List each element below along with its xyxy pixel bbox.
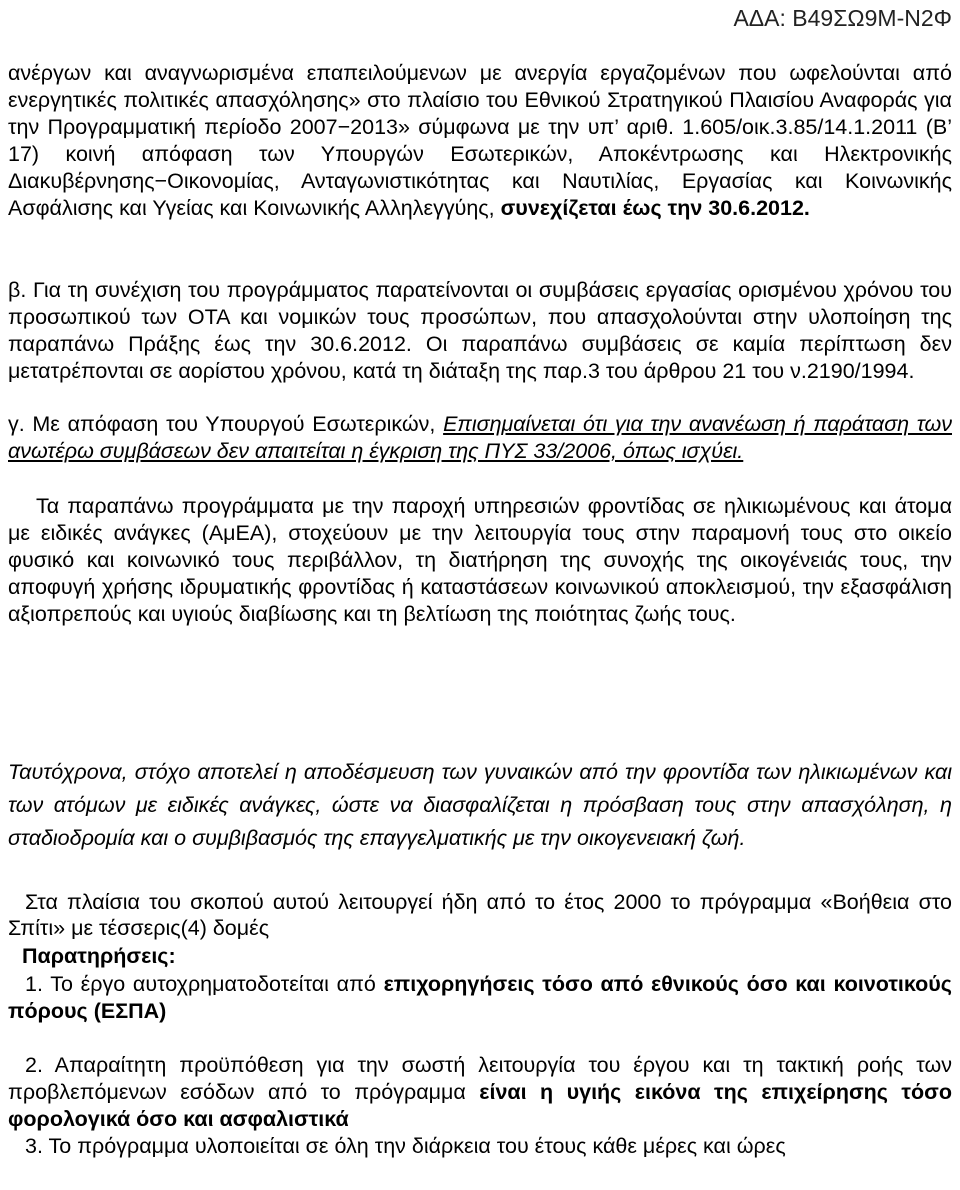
note-item-text: 2. Απαραίτητη προϋπόθεση για την σωστή λειτουργία του έργου και τη τακτική ροής των προβλεπόμενων εσόδων από το πρόγραμμα [8,1053,952,1104]
notes-title: Παρατηρήσεις: [22,944,176,968]
note-item-2 [8,1052,952,1133]
paragraph-continuation [8,60,952,222]
note-item-3: 3. Το πρόγραμμα υλοποιείται σε όλη την διάρκεια του έτους κάθε μέρες και ώρες [25,1134,786,1158]
paragraph-gamma-lead: γ. Με απόφαση του Υπουργού Εσωτερικών, [8,412,444,436]
note-item-1 [8,971,952,1025]
paragraph-care-programs: Τα παραπάνω προγράμματα με την παροχή υπηρεσιών φροντίδας σε ηλικιωμένους και άτομα με ειδικές ανάγκες (ΑμΕΑ), στοχεύουν με την λειτουργία τους στην παραμονή τους στο οικείο φυσικό και κοινωνικό τους περιβάλλον, τη διατήρηση της συνοχής της οικογένειάς τους, την αποφυγή χρήσης ιδρυματικής φροντίδας ή καταστάσεων κοινωνικού αποκλεισμού, την εξασφάλιση αξιοπρεπούς και υγιούς διαβίωσης και τη βελτίωση της ποιότητας ζωής τους. [8,494,952,626]
note-item-bold-text: είναι η υγιής εικόνα της επιχείρησης τόσο φορολογικά όσο και ασφαλιστικά [8,1080,952,1131]
document-code-header: ΑΔΑ: Β49ΣΩ9Μ-Ν2Φ [733,5,952,31]
note-item-text: 1. Το έργο αυτοχρηματοδοτείται από [25,972,384,996]
paragraph-program: Στα πλαίσια του σκοπού αυτού λειτουργεί ήδη από το έτος 2000 το πρόγραμμα «Βοήθεια στο Σπίτι» με τέσσερις(4) δομές [8,890,952,940]
paragraph-italic-goal: Ταυτόχρονα, στόχο αποτελεί η αποδέσμευση των γυναικών από την φροντίδα των ηλικιωμένων και των ατόμων με ειδικές ανάγκες, ώστε να διασφαλίζεται η πρόσβαση τους στην απασχόληση, η σταδιοδρομία και ο συμβιβασμός της επαγγελματικής με την οικογενειακή ζωή. [8,760,952,850]
paragraph-bold-text: συνεχίζεται έως την 30.6.2012. [500,196,810,220]
paragraph-gamma-note: Επισημαίνεται ότι για την ανανέωση ή παράταση των ανωτέρω συμβάσεων δεν απαιτείται η έγκριση της ΠΥΣ 33/2006, όπως ισχύει. [8,412,952,463]
paragraph-beta: β. Για τη συνέχιση του προγράμματος παρατείνονται οι συμβάσεις εργασίας ορισμένου χρόνου του προσωπικού των ΟΤΑ και νομικών τους προσώπων, που απασχολούνται στην υλοποίηση της παραπάνω Πράξης έως την 30.6.2012. Οι παραπάνω συμβάσεις σε καμία περίπτωση δεν μετατρέπονται σε αορίστου χρόνου, κατά τη διάταξη της παρ.3 του άρθρου 21 του ν.2190/1994. [8,278,952,383]
note-item-bold-text: επιχορηγήσεις τόσο από εθνικούς όσο και κοινοτικούς πόρους (ΕΣΠΑ) [8,972,952,1023]
paragraph-gamma [8,411,952,465]
paragraph-text: ανέργων και αναγνωρισμένα επαπειλούμενων με ανεργία εργαζομένων που ωφελούνται από ενεργητικές πολιτικές απασχόλησης» στο πλαίσιο του Εθνικού Στρατηγικού Πλαισίου Αναφοράς για την Προγραμματική περίοδο 2007−2013» σύμφωνα με την υπ’ αριθ. 1.605/οικ.3.85/14.1.2011 (Β’ 17) κοινή απόφαση των Υπουργών Εσωτερικών, Αποκέντρωσης και Ηλεκτρονικής Διακυβέρνησης−Οικονομίας, Ανταγωνιστικότητας και Ναυτιλίας, Εργασίας και Κοινωνικής Ασφάλισης και Υγείας και Κοινωνικής Αλληλεγγύης, [8,61,952,220]
